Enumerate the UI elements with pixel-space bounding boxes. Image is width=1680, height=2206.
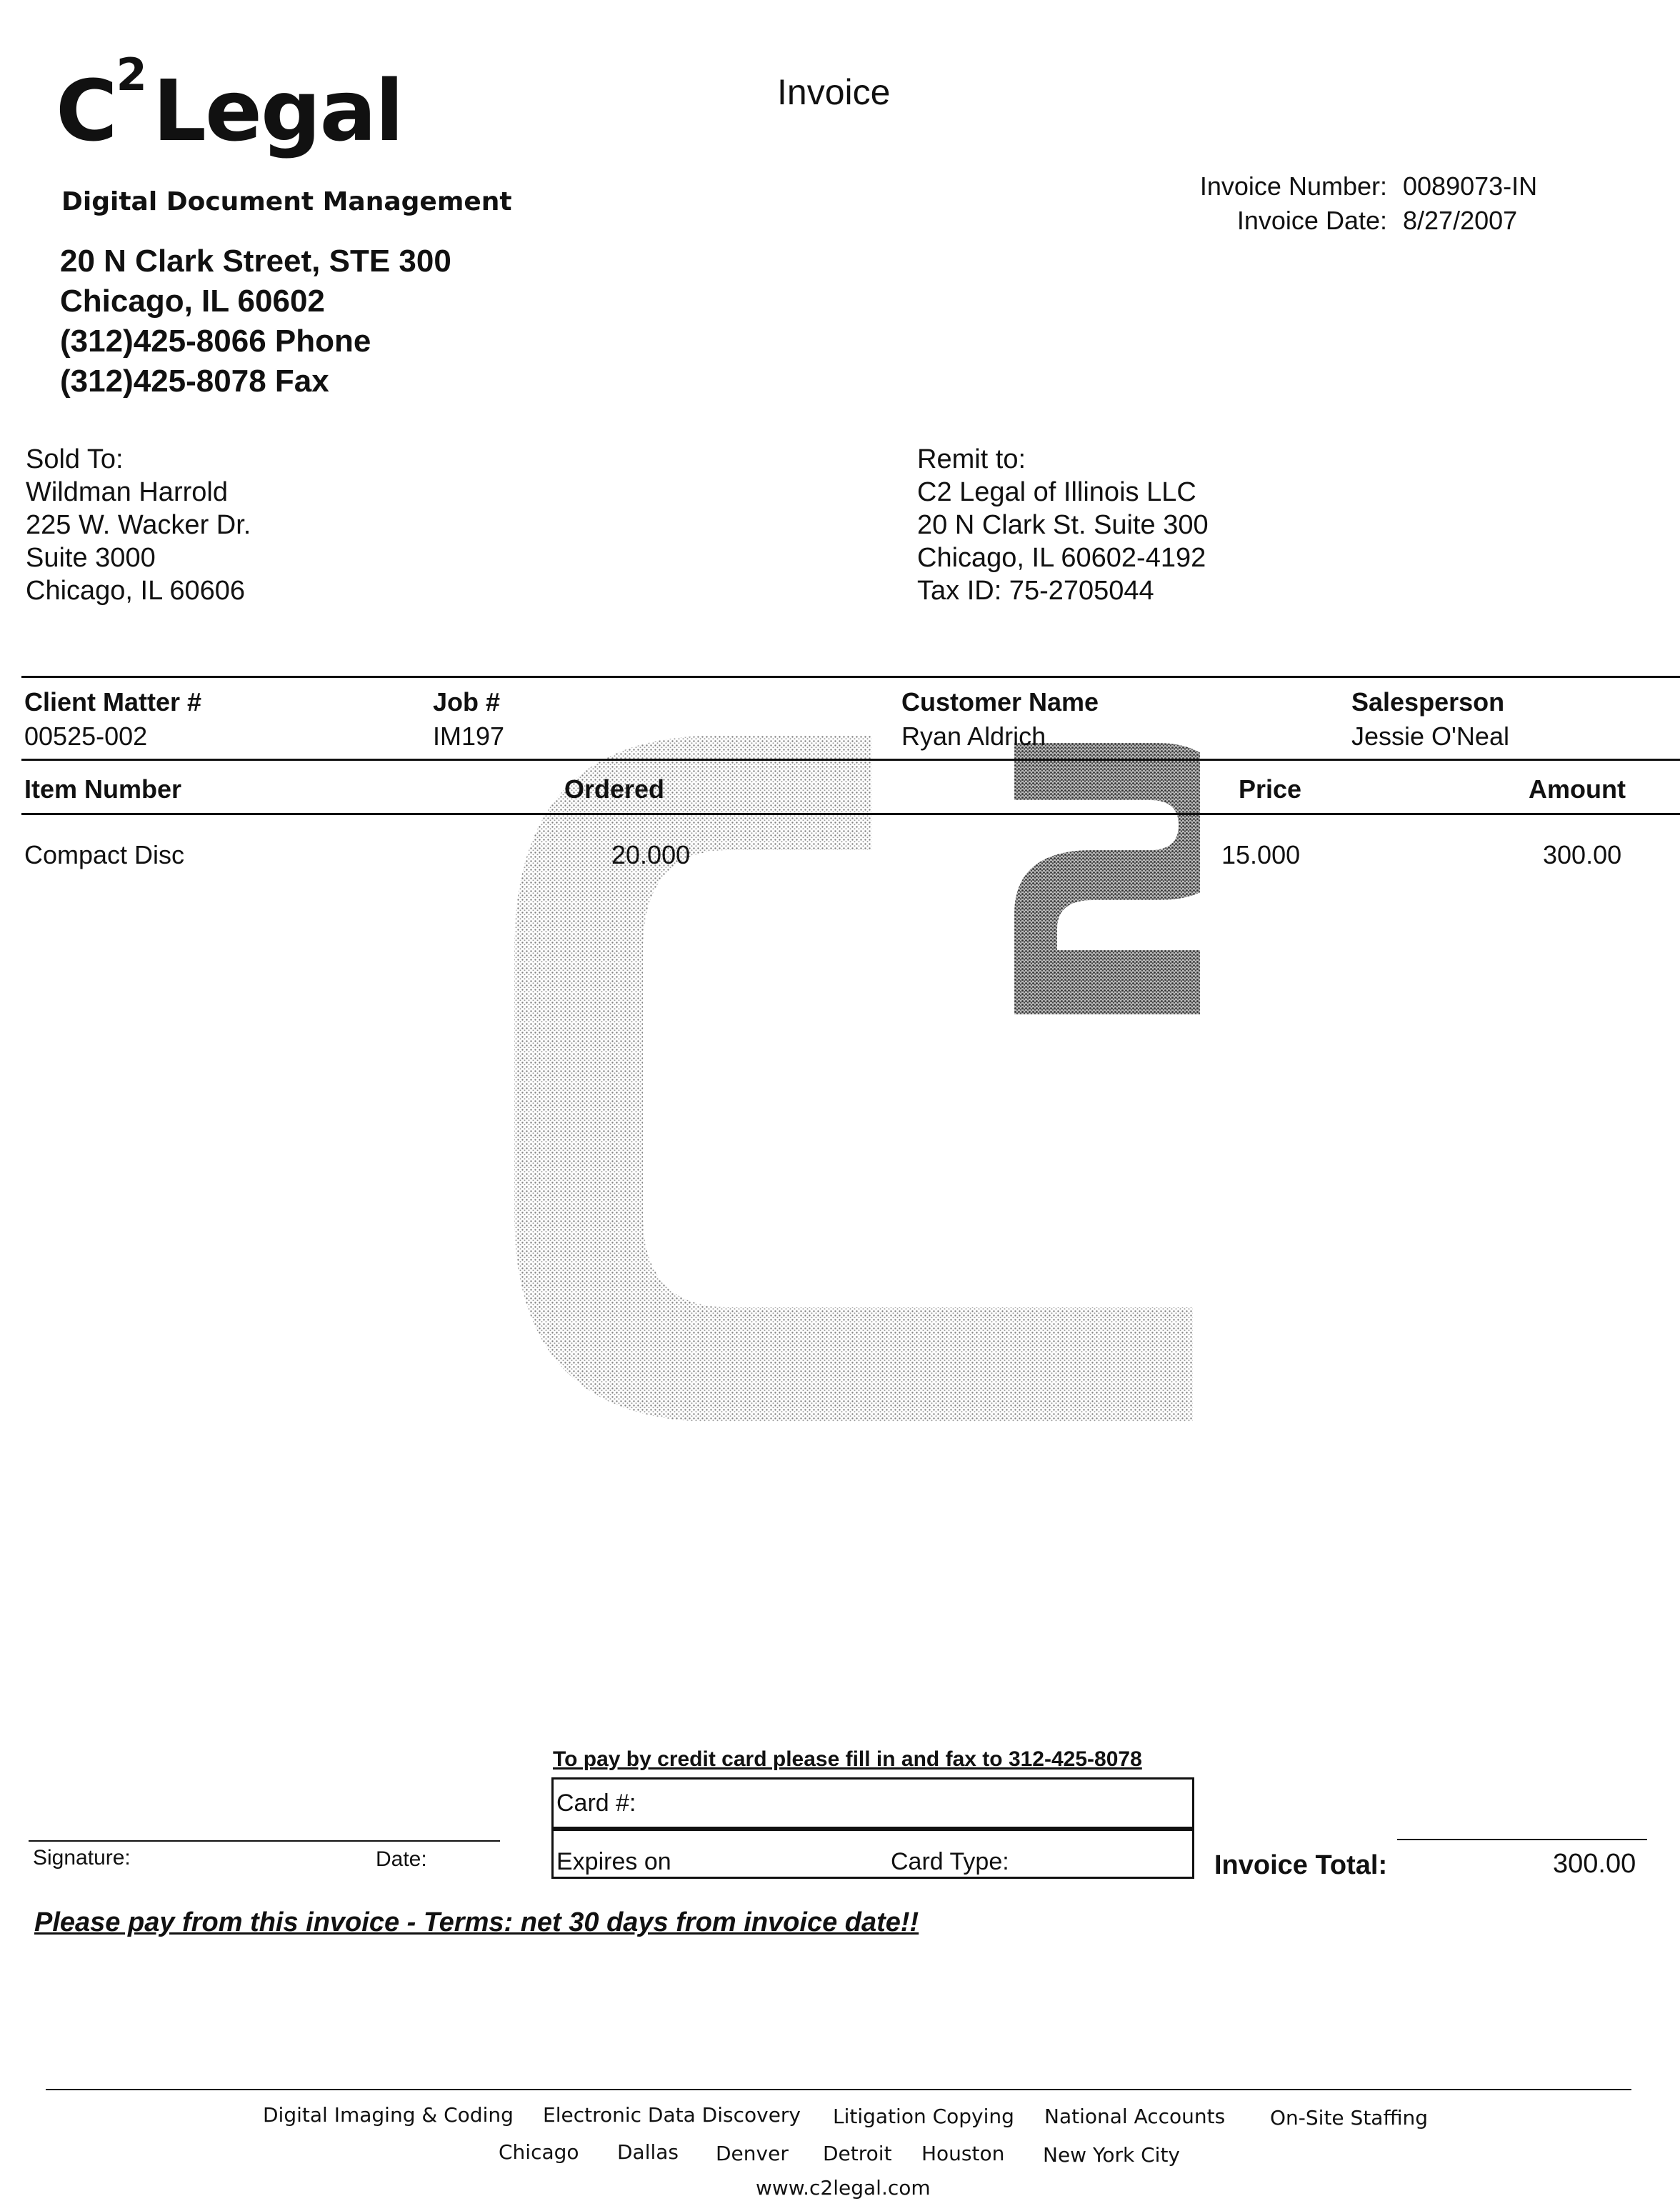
salesperson-value: Jessie O'Neal: [1351, 722, 1509, 751]
sold-to-line: Wildman Harrold: [26, 477, 228, 507]
company-address-line: 20 N Clark Street, STE 300: [60, 244, 451, 279]
footer-city: Denver: [716, 2142, 789, 2165]
footer-city: Dallas: [617, 2140, 679, 2164]
company-address-line: Chicago, IL 60602: [60, 284, 325, 319]
footer-divider: [46, 2089, 1631, 2090]
footer-city: New York City: [1043, 2143, 1180, 2167]
divider: [21, 759, 1680, 761]
card-number-field[interactable]: [551, 1777, 1194, 1829]
footer-service: Digital Imaging & Coding: [263, 2103, 514, 2127]
company-tagline: Digital Document Management: [61, 187, 512, 216]
signature-label: Signature:: [33, 1846, 131, 1870]
remit-to-line: C2 Legal of Illinois LLC: [917, 477, 1196, 507]
client-matter-label: Client Matter #: [24, 687, 202, 717]
customer-name-label: Customer Name: [901, 687, 1099, 717]
price-header: Price: [1239, 774, 1302, 804]
sold-to-block: [26, 443, 251, 607]
sold-to-label: Sold To:: [26, 444, 124, 474]
total-line: [1397, 1839, 1647, 1840]
card-expiry-type-field[interactable]: [551, 1829, 1194, 1879]
sold-to-line: Chicago, IL 60606: [26, 576, 246, 606]
item-price: 15.000: [1221, 840, 1301, 869]
item-ordered: 20.000: [611, 840, 691, 869]
remit-to-line: 20 N Clark St. Suite 300: [917, 510, 1209, 540]
invoice-number: 0089073-IN: [1403, 171, 1538, 201]
footer-service: Litigation Copying: [833, 2105, 1014, 2128]
job-value: IM197: [433, 722, 505, 751]
footer-city: Houston: [921, 2142, 1005, 2165]
watermark-2-shape: [1014, 743, 1200, 1014]
footer-service: National Accounts: [1044, 2105, 1226, 2128]
footer-service: On-Site Staffing: [1270, 2106, 1429, 2130]
remit-to-line: Chicago, IL 60602-4192: [917, 543, 1206, 573]
signature-line: [29, 1840, 500, 1842]
invoice-total-value: 300.00: [1553, 1849, 1636, 1879]
item-number-header: Item Number: [24, 774, 182, 804]
company-logo: $C^2Legal$: [56, 49, 403, 160]
item-description: Compact Disc: [24, 840, 185, 869]
divider: [21, 676, 1680, 678]
remit-to-tax-id: Tax ID: 75-2705044: [917, 576, 1154, 606]
credit-card-instructions: To pay by credit card please fill in and fax to 312-425-8078: [553, 1747, 1142, 1771]
date-label: Date:: [376, 1847, 427, 1871]
sold-to-line: Suite 3000: [26, 543, 156, 573]
footer-city: Detroit: [823, 2142, 892, 2165]
card-number-label: Card #:: [556, 1790, 636, 1817]
watermark-c-shape: [514, 736, 1193, 1422]
customer-name-value: Ryan Aldrich: [901, 722, 1046, 751]
company-fax: (312)425-8078 Fax: [60, 364, 329, 399]
invoice-date: 8/27/2007: [1403, 206, 1518, 235]
divider: [21, 813, 1680, 815]
footer-service: Electronic Data Discovery: [543, 2103, 801, 2127]
expires-label: Expires on: [556, 1848, 671, 1875]
client-matter-value: 00525-002: [24, 722, 148, 751]
remit-to-label: Remit to:: [917, 444, 1026, 474]
invoice-number-label: Invoice Number:: [1199, 171, 1387, 201]
footer-city: Chicago: [499, 2140, 579, 2164]
salesperson-label: Salesperson: [1351, 687, 1505, 717]
card-type-label: Card Type:: [891, 1848, 1009, 1875]
invoice-date-label: Invoice Date:: [1236, 206, 1387, 235]
sold-to-line: 225 W. Wacker Dr.: [26, 510, 251, 540]
footer-website-link[interactable]: www.c2legal.com: [756, 2176, 931, 2200]
remit-to-block: [917, 443, 1209, 607]
job-label: Job #: [433, 687, 501, 717]
payment-terms: Please pay from this invoice - Terms: net 30 days from invoice date!!: [34, 1907, 919, 1937]
page-title: Invoice: [777, 72, 891, 112]
amount-header: Amount: [1529, 774, 1626, 804]
ordered-header: Ordered: [564, 774, 665, 804]
invoice-total-label: Invoice Total:: [1214, 1850, 1388, 1880]
item-amount: 300.00: [1543, 840, 1622, 869]
company-phone: (312)425-8066 Phone: [60, 324, 371, 359]
c2-watermark: [500, 714, 1200, 1429]
